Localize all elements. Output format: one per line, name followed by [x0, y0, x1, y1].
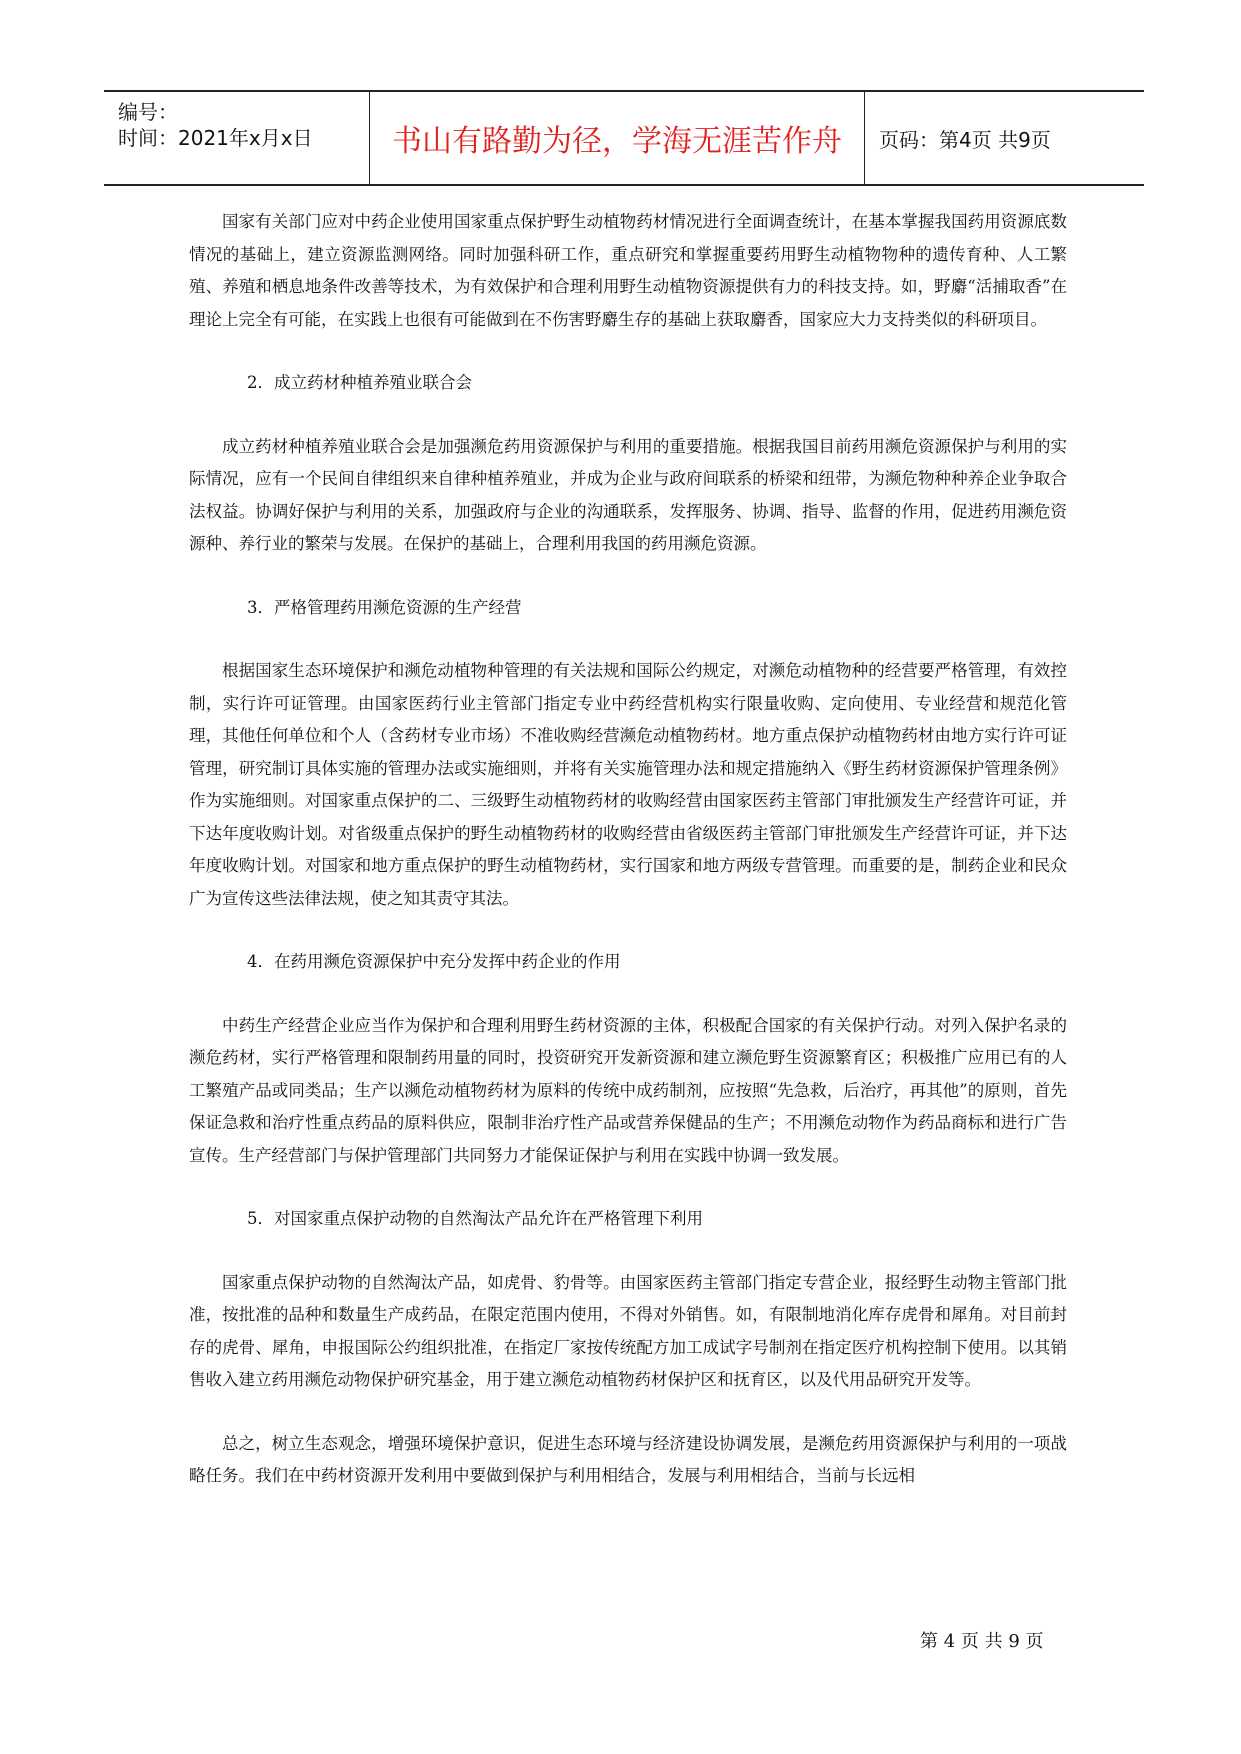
paragraph-4: 中药生产经营企业应当作为保护和合理利用野生药材资源的主体，积极配合国家的有关保护行动。对列入保护名录的濒危药材，实行严格管理和限制药用量的同时，投资研究开发新资源和建立濒危野生资源繁育区；积极推广应用已有的人工繁殖产品或同类品；生产以濒危动植物药材为原料的传统中成药制剂，应按照“先急救，后治疗，再其他”的原则，首先保证急救和治疗性重点药品的原料供应，限制非治疗性产品或营养保健品的生产；不用濒危动物作为药品商标和进行广告宣传。生产经营部门与保护管理部门共同努力才能保证保护与利用在实践中协调一致发展。 [189, 1015, 1067, 1165]
header-motto: 书山有路勤为径，学海无涯苦作舟 [392, 124, 842, 159]
page-header [104, 90, 1144, 186]
page-footer-number: 第 4 页 共 9 页 [920, 1631, 1044, 1652]
document-number-label: 编号： [118, 100, 178, 124]
paragraph-2: 成立药材种植养殖业联合会是加强濒危药用资源保护与利用的重要措施。根据我国目前药用濒危资源保护与利用的实际情况，应有一个民间自律组织来自律种植养殖业，并成为企业与政府间联系的桥梁和纽带，为濒危物种种养企业争取合法权益。协调好保护与利用的关系，加强政府与企业的沟通联系，发挥服务、协调、指导、监督的作用，促进药用濒危资源种、养行业的繁荣与发展。在保护的基础上，合理利用我国的药用濒危资源。 [189, 436, 1067, 553]
section-heading-2: 2．成立药材种植养殖业联合会 [247, 373, 472, 392]
paragraph-3: 根据国家生态环境保护和濒危动植物种管理的有关法规和国际公约规定，对濒危动植物种的经营要严格管理，有效控制，实行许可证管理。由国家医药行业主管部门指定专业中药经营机构实行限量收购、定向使用、专业经营和规范化管理，其他任何单位和个人（含药材专业市场）不准收购经营濒危动植物药材。地方重点保护动植物药材由地方实行许可证管理，研究制订具体实施的管理办法或实施细则，并将有关实施管理办法和规定措施纳入《野生药材资源保护管理条例》作为实施细则。对国家重点保护的二、三级野生动植物药材的收购经营由国家医药主管部门审批颁发生产经营许可证，并下达年度收购计划。对省级重点保护的野生动植物药材的收购经营由省级医药主管部门审批颁发生产经营许可证，并下达年度收购计划。对国家和地方重点保护的野生动植物药材，实行国家和地方两级专营管理。而重要的是，制药企业和民众广为宣传这些法律法规，使之知其责守其法。 [189, 661, 1067, 908]
section-heading-3: 3．严格管理药用濒危资源的生产经营 [247, 597, 522, 617]
section-heading-5: 5．对国家重点保护动物的自然淘汰产品允许在严格管理下利用 [247, 1209, 703, 1228]
paragraph-1: 国家有关部门应对中药企业使用国家重点保护野生动植物药材情况进行全面调查统计，在基本掌握我国药用资源底数情况的基础上，建立资源监测网络。同时加强科研工作，重点研究和掌握重要药用野生动植物物种的遗传育种、人工繁殖、养殖和栖息地条件改善等技术，为有效保护和合理利用野生动植物资源提供有力的科技支持。如，野麝“活捕取香”在理论上完全有可能，在实践上也很有可能做到在不伤害野麝生存的基础上获取麝香，国家应大力支持类似的科研项目。 [189, 212, 1067, 329]
document-body [189, 206, 1067, 1524]
header-left-cell [104, 92, 370, 184]
section-heading-4: 4．在药用濒危资源保护中充分发挥中药企业的作用 [247, 952, 621, 971]
document-time-label: 时间：2021年x月x日 [118, 126, 313, 150]
header-page-cell [865, 92, 1144, 184]
header-page-label: 页码：第4页 共9页 [879, 127, 1051, 152]
header-motto-cell [370, 92, 865, 184]
paragraph-6: 总之，树立生态观念，增强环境保护意识，促进生态环境与经济建设协调发展，是濒危药用资源保护与利用的一项战略任务。我们在中药材资源开发利用中要做到保护与利用相结合，发展与利用相结合，当前与长远相 [189, 1433, 1067, 1485]
paragraph-5: 国家重点保护动物的自然淘汰产品，如虎骨、豹骨等。由国家医药主管部门指定专营企业，报经野生动物主管部门批准，按批准的品种和数量生产成药品，在限定范围内使用，不得对外销售。如，有限制地消化库存虎骨和犀角。对目前封存的虎骨、犀角，申报国际公约组织批准，在指定厂家按传统配方加工成试字号制剂在指定医疗机构控制下使用。以其销售收入建立药用濒危动物保护研究基金，用于建立濒危动植物药材保护区和抚育区，以及代用品研究开发等。 [189, 1272, 1067, 1389]
